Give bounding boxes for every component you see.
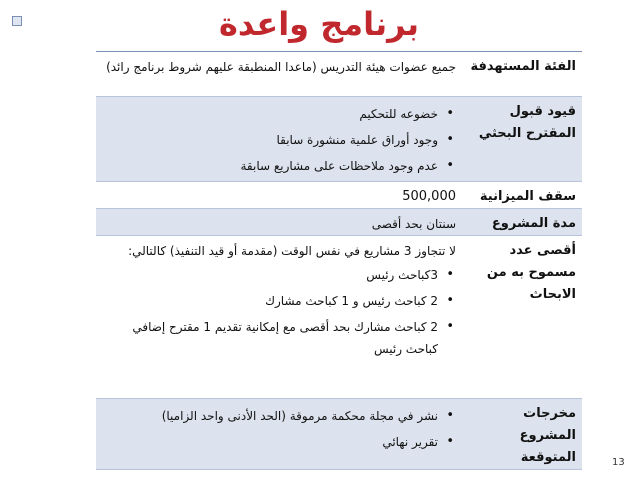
list-item: • 2 كباحث مشارك بحد أقصى مع إمكانية تقديم 1 مقترح إضافي كباحث رئيس bbox=[102, 316, 438, 360]
row-value-duration: سنتان بحد أقصى bbox=[371, 217, 456, 231]
row-value-outputs bbox=[96, 399, 462, 470]
outputs-list bbox=[102, 405, 456, 453]
list-item: • 3كباحث رئيس bbox=[102, 264, 438, 286]
list-item: • عدم وجود ملاحظات على مشاريع سابقة bbox=[102, 155, 438, 177]
row-header-outputs: مخرجات المشروع المتوقعة bbox=[519, 406, 576, 465]
row-value-budget: 500,000 bbox=[402, 189, 456, 204]
table-row bbox=[96, 97, 582, 182]
row-header-duration: مدة المشروع bbox=[491, 216, 576, 231]
constraints-list bbox=[102, 103, 456, 177]
info-table bbox=[96, 51, 582, 470]
table-row bbox=[96, 399, 582, 470]
page-number: 13 bbox=[612, 457, 625, 468]
list-item: • نشر في مجلة محكمة مرموقة (الحد الأدنى واحد الزاميا) bbox=[102, 405, 438, 427]
max-projects-intro: لا تتجاوز 3 مشاريع في نفس الوقت (مقدمة أو قيد التنفيذ) كالتالي: bbox=[128, 244, 456, 258]
table-row bbox=[96, 209, 582, 236]
list-item: • خضوعه للتحكيم bbox=[102, 103, 438, 125]
max-projects-list bbox=[102, 264, 456, 360]
table-row bbox=[96, 236, 582, 399]
row-header-constraints: قيود قبول المقترح البحثي bbox=[478, 104, 576, 141]
row-value-constraints bbox=[96, 97, 462, 182]
table-row bbox=[96, 52, 582, 97]
list-item: • تقرير نهائي bbox=[102, 431, 438, 453]
slide-title: برنامج واعدة bbox=[218, 5, 420, 43]
row-value-target: جميع عضوات هيئة التدريس (ماعدا المنطبقة عليهم شروط برنامج رائد) bbox=[106, 60, 456, 74]
table-row bbox=[96, 182, 582, 209]
row-header-budget: سقف الميزانية bbox=[479, 189, 576, 204]
row-header-target: الفئة المستهدفة bbox=[470, 59, 576, 74]
row-header-max-projects: أقصى عدد مسموح به من الابحاث bbox=[486, 243, 576, 302]
row-value-max-projects bbox=[96, 236, 462, 399]
list-item: • 2 كباحث رئيس و 1 كباحث مشارك bbox=[102, 290, 438, 312]
list-item: • وجود أوراق علمية منشورة سابقا bbox=[102, 129, 438, 151]
